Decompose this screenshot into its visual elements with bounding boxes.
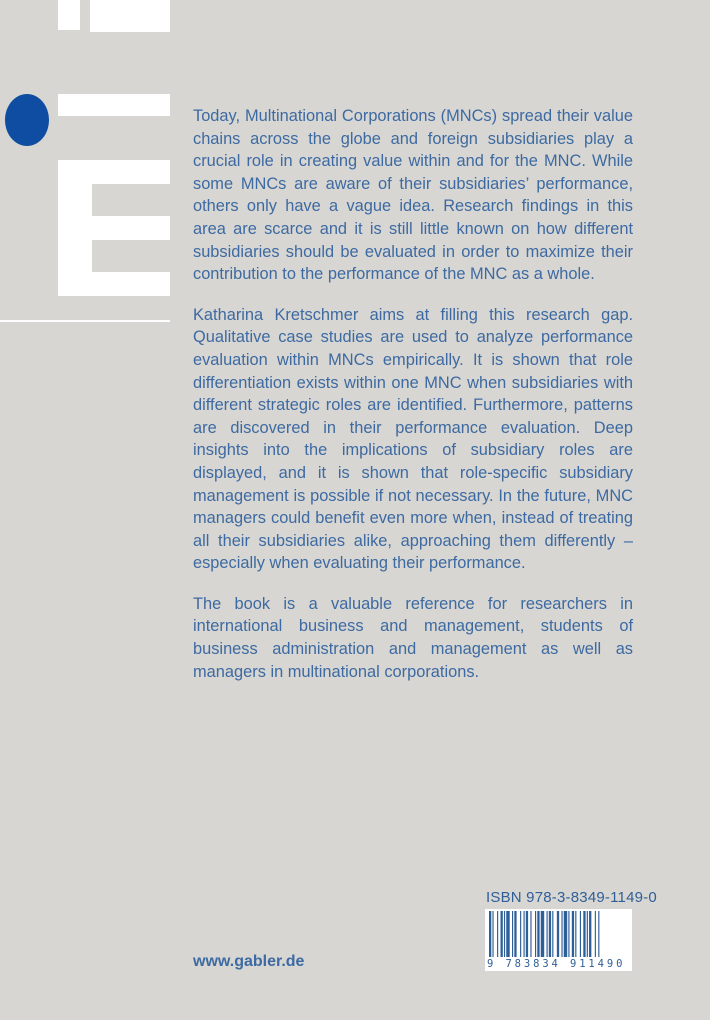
barcode-bar (526, 911, 528, 957)
logo-dot (5, 94, 49, 146)
barcode-bar (547, 911, 548, 957)
barcode-bar (564, 911, 567, 957)
barcode-bar (506, 911, 509, 957)
barcode-bar (514, 911, 516, 957)
barcode-bar (492, 911, 493, 957)
description (193, 105, 633, 701)
barcode-bar (552, 911, 553, 957)
barcode-bar (504, 911, 505, 957)
barcode-bar (589, 911, 591, 957)
barcode-bar (512, 911, 513, 957)
description-paragraph-2: Katharina Kretschmer aims at filling this research gap. Qualitative case studies are used to analyze performance evaluation within MNCs empirically. It is shown that role differentiation exists within one MNC when subsidiaries with different strategic roles are identified. Furthermore, patterns are discovered in their performance evaluation. Deep insights into the implications of subsidiary roles are displayed, and it is shown that role-specific subsidiary management is possible if not necessary. In the future, MNC managers could benefit even more when, instead of treating all their subsidiaries alike, approaching them differently – especially when evaluating their performance. (193, 305, 633, 573)
barcode-bar (524, 911, 525, 957)
barcode-bar (520, 911, 521, 957)
barcode-bar (583, 911, 585, 957)
barcode-bar (489, 911, 491, 957)
barcode-bar (572, 911, 574, 957)
barcode-bar (557, 911, 559, 957)
barcode (485, 909, 632, 971)
barcode-bar (561, 911, 562, 957)
barcode-bar (595, 911, 596, 957)
barcode-bar (541, 911, 544, 957)
barcode-bar (598, 911, 599, 957)
publisher-website[interactable]: www.gabler.de (193, 953, 305, 970)
description-paragraph-3: The book is a valuable reference for researchers in international business and management, students of business administration and management as well as managers in multinational corporations. (193, 594, 633, 681)
barcode-bar (575, 911, 576, 957)
barcode-bar (497, 911, 498, 957)
barcode-digits: 9 783834 911490 (485, 957, 632, 971)
description-paragraph-1: Today, Multinational Corporations (MNCs) spread their value chains across the globe and foreign subsidiaries play a crucial role in creating value within and for the MNC. While some MNCs are aware of their subsidiaries’ performance, others only have a vague idea. Research findings in this area are scarce and it is still little known on how different subsidiaries should be evaluated in order to maximize their contribution to the performance of the MNC as a whole. (193, 107, 633, 284)
barcode-bar (501, 911, 503, 957)
barcode-bar (549, 911, 551, 957)
barcode-bar (580, 911, 581, 957)
barcode-bar (537, 911, 539, 957)
barcode-bar (530, 911, 531, 957)
mir-logo (0, 0, 170, 330)
barcode-bar (568, 911, 569, 957)
barcode-bars (485, 909, 632, 957)
barcode-bar (535, 911, 536, 957)
isbn-label: ISBN 978-3-8349-1149-0 (486, 889, 657, 906)
barcode-bar (587, 911, 588, 957)
